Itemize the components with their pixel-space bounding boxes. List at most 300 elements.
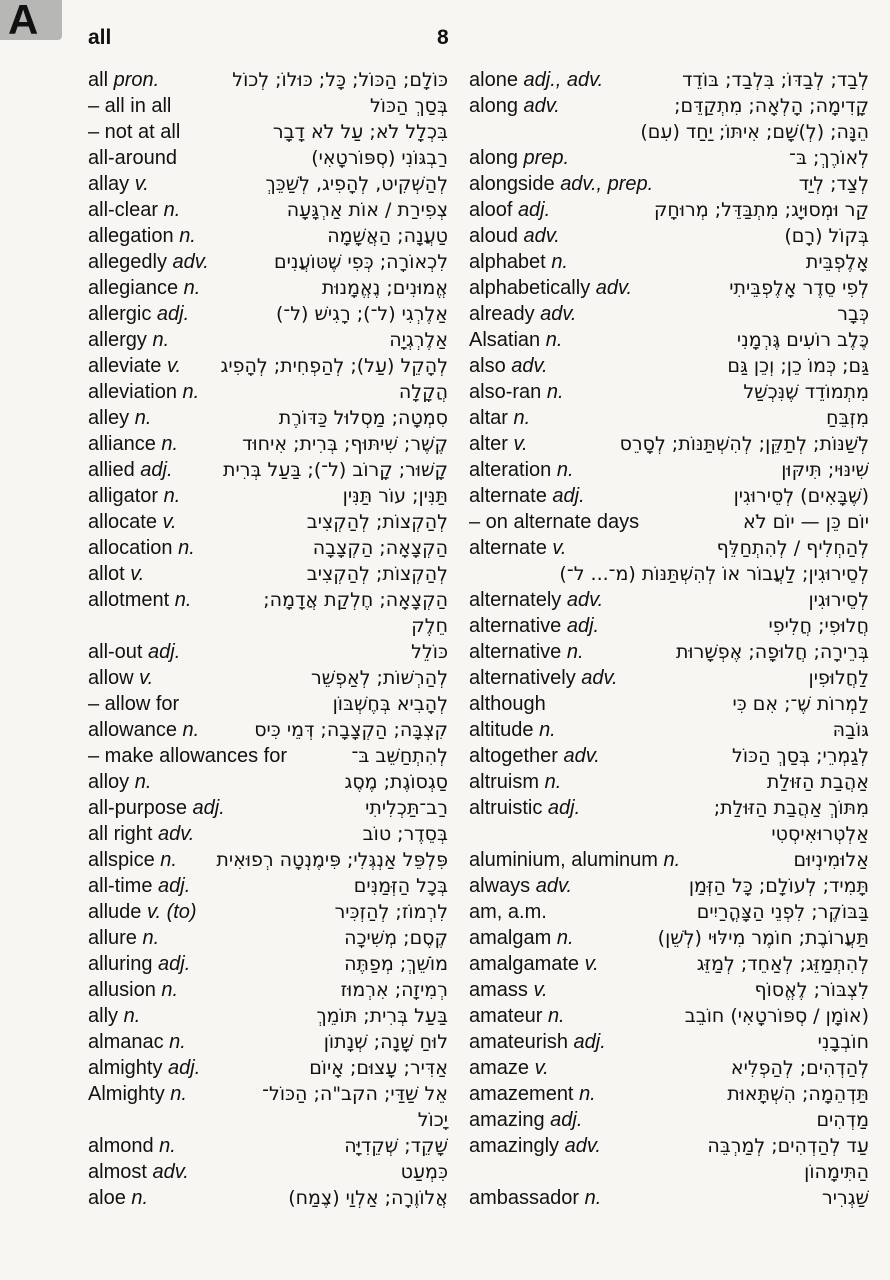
hebrew-translation: יָכוֹל [417, 1109, 448, 1131]
entry-english [88, 457, 173, 483]
hebrew-translation: רַב־תַּכְלִיתִי [365, 797, 448, 819]
entry-row [469, 743, 869, 769]
hebrew-translation: פִּלְפֵּל אַנְגְּלִי; פִּימֶנְטָה רְפוּאִית [216, 849, 448, 871]
entry-english [469, 587, 603, 613]
part-of-speech: v. [134, 173, 149, 195]
part-of-speech: adj. [550, 1109, 583, 1131]
entry-row [469, 665, 869, 691]
entry-english [88, 821, 194, 847]
entry-row [469, 483, 869, 509]
headword: alley [88, 407, 130, 429]
entry-english [88, 249, 209, 275]
headword: allocate [88, 511, 157, 533]
part-of-speech: n. [178, 537, 195, 559]
part-of-speech: n. [513, 407, 531, 429]
part-of-speech: n. [183, 277, 201, 299]
part-of-speech: v. [162, 511, 177, 533]
headword: alphabet [469, 251, 546, 273]
part-of-speech: adj. [547, 797, 581, 819]
headword: although [469, 693, 546, 715]
headword: also [469, 355, 506, 377]
entry-row [469, 1055, 869, 1081]
entry-row [88, 847, 448, 873]
headword: – make allowances for [88, 745, 287, 767]
hebrew-translation: אַלֶרְגְיָה [389, 329, 448, 351]
headword: allied [88, 459, 135, 481]
entry-row [469, 457, 869, 483]
hebrew-translation: קֶסֶם; מְשִׁיכָה [344, 927, 448, 949]
entry-english [88, 873, 190, 899]
headword: amateur [469, 1005, 543, 1027]
entry-row [88, 431, 448, 457]
part-of-speech: n. [163, 199, 181, 221]
headword: altruistic [469, 797, 543, 819]
entry-row [88, 613, 448, 639]
hebrew-translation: לִרְמוֹז; לְהַזְכִּיר [334, 901, 448, 923]
part-of-speech: v. [533, 979, 548, 1001]
headword: alphabetically [469, 277, 591, 299]
hebrew-translation: סִמְטָה; מַסְלוּל כַּדּוֹרֶת [278, 407, 448, 429]
hebrew-translation: גַּם; כְּמוֹ כֵן; וְכֵן גַּם [727, 355, 869, 377]
entry-english [469, 1133, 601, 1159]
entry-english [88, 353, 181, 379]
entry-english [88, 1133, 176, 1159]
hebrew-translation: אָלֶפְבֵּית [805, 251, 869, 273]
hebrew-translation: בְּקוֹל (רָם) [784, 225, 869, 247]
entry-english [469, 197, 550, 223]
entry-row [88, 1185, 448, 1211]
entry-english [469, 1185, 601, 1211]
headword: alteration [469, 459, 552, 481]
hebrew-translation: עַד לְהַדְהִים; לְמַרְבֵּה [707, 1135, 869, 1157]
entry-english [88, 405, 151, 431]
entry-row [469, 509, 869, 535]
hebrew-translation: לְסֵירוּגִין [808, 589, 869, 611]
entry-english [469, 1081, 596, 1107]
entry-english [469, 509, 639, 535]
hebrew-translation: לְצַד; לְיַד [798, 173, 869, 195]
headword: all right [88, 823, 153, 845]
part-of-speech: v. [130, 563, 145, 585]
hebrew-translation: מִתּוֹךְ אַהֲבַת הַזּוּלַת; [713, 797, 869, 819]
hebrew-translation: חוֹבְבָנִי [817, 1031, 869, 1053]
hebrew-translation: הַתִּימָהוֹן [804, 1161, 869, 1183]
hebrew-translation: רְמִיזָה; אִרְמוּז [340, 979, 448, 1001]
hebrew-translation: הַקְצָאָה; חֶלְקַת אֲדָמָה; [263, 589, 448, 611]
entry-row [88, 951, 448, 977]
part-of-speech: v. [534, 1057, 549, 1079]
headword: Alsatian [469, 329, 541, 351]
part-of-speech: adv. [511, 355, 548, 377]
part-of-speech: adv. [595, 277, 633, 299]
entry-row [469, 145, 869, 171]
part-of-speech: adj. [517, 199, 551, 221]
entry-row [88, 1107, 448, 1133]
entry-english [469, 93, 560, 119]
entry-english [469, 769, 561, 795]
hebrew-translation: אַלֶרְגִי (ל־); רָגִישׁ (ל־) [275, 303, 448, 325]
entry-english [469, 1003, 565, 1029]
part-of-speech: n. [545, 329, 563, 351]
headword: alternate [469, 485, 547, 507]
entry-row [88, 119, 448, 145]
entry-english [88, 197, 180, 223]
headword: allusion [88, 979, 156, 1001]
part-of-speech: n. [163, 485, 181, 507]
entry-english [88, 1185, 148, 1211]
headword: alongside [469, 173, 555, 195]
part-of-speech: n. [134, 407, 152, 429]
letter-tab-label: A [8, 0, 39, 43]
entry-row [469, 275, 869, 301]
headword: allegedly [88, 251, 167, 273]
headword: alternate [469, 537, 547, 559]
headword: all-out [88, 641, 143, 663]
headword: Almighty [88, 1083, 165, 1105]
entry-row [88, 561, 448, 587]
part-of-speech: n. [556, 927, 574, 949]
hebrew-translation: לְאוֹרֶךְ; בּ־ [789, 147, 869, 169]
headword: aluminium, aluminum [469, 849, 658, 871]
part-of-speech: adv., prep. [560, 173, 654, 195]
headword: along [469, 147, 518, 169]
headword: always [469, 875, 531, 897]
entry-row [88, 223, 448, 249]
hebrew-translation: לְפִי סֵדֶר אָלֶפְבֵּיתִי [729, 277, 869, 299]
part-of-speech: n. [182, 381, 200, 403]
entry-row [88, 665, 448, 691]
part-of-speech: adv. [566, 589, 604, 611]
part-of-speech: n. [161, 979, 179, 1001]
hebrew-translation: לְשַׁנּוֹת; לְתַקֵּן; לְהִשְׁתַּנּוֹת; לְסָרֵס [619, 433, 869, 455]
part-of-speech: prep. [523, 147, 570, 169]
entry-english [469, 951, 599, 977]
headword: amazingly [469, 1135, 560, 1157]
part-of-speech: adj. [552, 485, 585, 507]
entry-row [88, 795, 448, 821]
entry-row [469, 301, 869, 327]
entry-row [469, 821, 869, 847]
entry-row [88, 717, 448, 743]
hebrew-translation: שַׁגְרִיר [822, 1187, 869, 1209]
entry-english [88, 795, 225, 821]
part-of-speech: adj. [168, 1057, 201, 1079]
hebrew-translation: לְגַמְרֵי; בְּסַךְ הַכּוֹל [732, 745, 869, 767]
entry-row [469, 1133, 869, 1159]
hebrew-translation: בְּסַךְ הַכּוֹל [370, 95, 448, 117]
entry-row [88, 93, 448, 119]
entry-row [469, 1159, 869, 1185]
entry-row [469, 613, 869, 639]
hebrew-translation: כִּמְעַט [400, 1161, 448, 1183]
part-of-speech: adj. [566, 615, 600, 637]
right-column [469, 67, 869, 1211]
part-of-speech: adv. [523, 95, 560, 117]
entry-english [469, 795, 580, 821]
part-of-speech: n. [159, 1135, 176, 1157]
entry-row [88, 1159, 448, 1185]
entry-row [469, 795, 869, 821]
entry-english [88, 1029, 186, 1055]
part-of-speech: n. [179, 225, 196, 247]
part-of-speech: adv. [523, 225, 560, 247]
entry-english [88, 639, 180, 665]
headword: allotment [88, 589, 170, 611]
part-of-speech: n. [134, 771, 152, 793]
headword: all-purpose [88, 797, 187, 819]
headword: almost [88, 1161, 147, 1183]
hebrew-translation: לְהַדְהִים; לְהַפְלִיא [730, 1057, 869, 1079]
entry-english [469, 301, 577, 327]
part-of-speech: n. [547, 1005, 565, 1027]
hebrew-translation: קֶשֶׁר; שִׁיתּוּף; בְּרִית; אִיחוּד [242, 433, 448, 455]
hebrew-translation: לְהַרְשׁוֹת; לְאַפְשֵׁר [310, 667, 448, 689]
part-of-speech: adj. [192, 797, 225, 819]
headword: already [469, 303, 535, 325]
hebrew-translation: הַקְצָאָה; הַקְצָבָה [312, 537, 448, 559]
headword: ambassador [469, 1187, 580, 1209]
headword: allspice [88, 849, 155, 871]
hebrew-translation: כּוֹלָם; הַכּוֹל; כָּל; כּוּלוֹ; לְכוֹל [232, 69, 448, 91]
headword: almanac [88, 1031, 164, 1053]
entry-row [88, 691, 448, 717]
entry-english [469, 743, 600, 769]
entry-english [469, 275, 632, 301]
part-of-speech: n. [539, 719, 556, 741]
hebrew-translation: מִתְמוֹדֵד שֶׁנִּכְשַׁל [743, 381, 869, 403]
entry-english [88, 93, 171, 119]
part-of-speech: n. [544, 771, 562, 793]
entry-english [88, 925, 159, 951]
part-of-speech: pron. [113, 69, 160, 91]
part-of-speech: adv. [563, 745, 600, 767]
headword: alluring [88, 953, 153, 975]
part-of-speech: adj. [156, 303, 190, 325]
entry-row [469, 379, 869, 405]
hebrew-translation: בִּכְלָל לֹא; עַל לֹא דָבָר [272, 121, 448, 143]
entry-english [88, 275, 200, 301]
entry-english [469, 327, 562, 353]
entry-english [88, 665, 153, 691]
hebrew-translation: לְהַחְלִיף / לְהִתְחַלֵּף [716, 537, 869, 559]
entry-english [88, 1055, 200, 1081]
entry-english [88, 509, 177, 535]
hebrew-translation: מַדְהִים [816, 1109, 869, 1131]
entry-row [469, 951, 869, 977]
entry-english [469, 171, 653, 197]
hebrew-translation: לִצְבּוֹר; לֶאֱסוֹף [754, 979, 869, 1001]
headword: allergy [88, 329, 147, 351]
hebrew-translation: לְהָקֵל (עַל); לְהַפְחִית; לְהָפִיג [220, 355, 448, 377]
entry-row [469, 223, 869, 249]
entry-row [88, 535, 448, 561]
hebrew-translation: חֲלוּפִי; חֲלִיפִי [768, 615, 869, 637]
entry-english [88, 1003, 140, 1029]
headword: alternatively [469, 667, 576, 689]
hebrew-translation: יוֹם כֵּן — יוֹם לֹא [743, 511, 869, 533]
entry-row [469, 119, 869, 145]
headword: aloe [88, 1187, 126, 1209]
entry-english [469, 535, 566, 561]
entry-row [469, 977, 869, 1003]
hebrew-translation: תַּדְהֵמָה; הִשְׁתָּאוּת [727, 1083, 869, 1105]
entry-row [88, 743, 448, 769]
entry-english [88, 769, 151, 795]
headword: am, a.m. [469, 901, 547, 923]
hebrew-translation: קַר וּמְסוּיָג; מִתְבַּדֵּל; מְרוּחָק [653, 199, 869, 221]
part-of-speech: n. [170, 1083, 187, 1105]
headword: allot [88, 563, 125, 585]
headword: altitude [469, 719, 534, 741]
headword: along [469, 95, 518, 117]
entry-row [88, 327, 448, 353]
hebrew-translation: כֶּלֶב רוֹעִים גֶּרְמָנִי [736, 329, 869, 351]
entry-english [469, 717, 556, 743]
entry-english [469, 379, 564, 405]
entry-row [469, 93, 869, 119]
part-of-speech: adv. [581, 667, 618, 689]
entry-row [469, 327, 869, 353]
hebrew-translation: קָדִימָה; הָלְאָה; מִתְקַדֵּם; [674, 95, 869, 117]
entry-row [88, 275, 448, 301]
part-of-speech: v. [552, 537, 567, 559]
hebrew-translation: (אוֹמָן / סְפּוֹרטָאִי) חוֹבֵב [684, 1005, 869, 1027]
entry-row [88, 587, 448, 613]
hebrew-translation: לְהַשְׁקִיט, לְהָפִיג, לְשַׁכֵּךְ [265, 173, 448, 195]
headword: all-clear [88, 199, 159, 221]
entry-row [469, 639, 869, 665]
entry-row [469, 691, 869, 717]
headword: alternative [469, 615, 562, 637]
part-of-speech: adv. [172, 251, 209, 273]
entry-row [88, 769, 448, 795]
part-of-speech: n. [169, 1031, 186, 1053]
hebrew-translation: לִכְאוֹרָה; כְּפִי שֶׁטּוֹעֲנִים [273, 251, 448, 273]
entry-row [88, 639, 448, 665]
headword: altogether [469, 745, 558, 767]
headword: also-ran [469, 381, 542, 403]
entry-english [88, 899, 197, 925]
part-of-speech: n. [160, 849, 177, 871]
part-of-speech: adj. [148, 641, 181, 663]
headword: – on alternate days [469, 511, 640, 533]
hebrew-translation: בְּרֵירָה; חֲלוּפָה; אֶפְשָׁרוּת [675, 641, 869, 663]
entry-row [469, 171, 869, 197]
headword: aloud [469, 225, 518, 247]
entry-english [469, 145, 569, 171]
hebrew-translation: חֵלֶק [411, 615, 448, 637]
entry-english [469, 691, 546, 717]
hebrew-translation: רַבְגּוֹנִי (סְפּוֹרטָאִי) [311, 147, 448, 169]
hebrew-translation: צְפִירַת / אוֹת אַרְגָּעָה [286, 199, 448, 221]
entry-row [88, 301, 448, 327]
entry-row [469, 717, 869, 743]
headword: amazing [469, 1109, 545, 1131]
hebrew-translation: כּוֹלֵל [411, 641, 448, 663]
guide-word: all [88, 26, 112, 49]
entry-row [88, 457, 448, 483]
entry-row [469, 405, 869, 431]
part-of-speech: v. [513, 433, 528, 455]
headword: alternative [469, 641, 562, 663]
hebrew-translation: בַּעַל בְּרִית; תּוֹמֵךְ [316, 1005, 448, 1027]
headword: amaze [469, 1057, 530, 1079]
hebrew-translation: לְהַקְצוֹת; לְהַקְצִיב [306, 511, 448, 533]
hebrew-translation: קִצְבָּה; הַקְצָבָה; דְּמֵי כִּיס [254, 719, 448, 741]
hebrew-translation: לְהִתְמַזֵּג; לְאַחֵד; לְמַזֵּג [696, 953, 869, 975]
part-of-speech: n. [182, 719, 200, 741]
headword: aloof [469, 199, 513, 221]
hebrew-translation: לְסֵירוּגִין; לַעֲבוֹר אוֹ לְהִשְׁתַּנּוֹת (מ־... ל־) [559, 563, 869, 585]
entry-english [469, 613, 599, 639]
entry-english [469, 249, 568, 275]
entry-english [88, 743, 287, 769]
part-of-speech: n. [551, 251, 568, 273]
headword: ally [88, 1005, 119, 1027]
hebrew-translation: לְהָבִיא בְּחֶשְׁבּוֹן [332, 693, 448, 715]
headword: amalgam [469, 927, 552, 949]
entry-row [88, 1029, 448, 1055]
headword: allure [88, 927, 137, 949]
headword: allow [88, 667, 134, 689]
entry-english [88, 145, 177, 171]
entry-row [469, 873, 869, 899]
part-of-speech: n. [579, 1083, 596, 1105]
entry-row [88, 1055, 448, 1081]
entry-english [88, 535, 195, 561]
part-of-speech: n. [566, 641, 584, 663]
headword: – not at all [88, 121, 181, 143]
headword: alleviation [88, 381, 177, 403]
headword: alligator [88, 485, 159, 507]
entry-row [469, 1003, 869, 1029]
headword: amalgamate [469, 953, 580, 975]
entry-row [88, 405, 448, 431]
part-of-speech: adv. [158, 823, 195, 845]
hebrew-translation: לַחֲלוּפִין [808, 667, 869, 689]
hebrew-translation: אַלְטְרוּאִיסְטִי [771, 823, 869, 845]
entry-row [88, 899, 448, 925]
entry-row [469, 587, 869, 613]
entry-english [469, 639, 584, 665]
entry-english [469, 457, 574, 483]
part-of-speech: n. [584, 1187, 602, 1209]
entry-row [469, 847, 869, 873]
entry-english [469, 899, 547, 925]
part-of-speech: adj. [140, 459, 173, 481]
entry-row [469, 925, 869, 951]
headword: altruism [469, 771, 540, 793]
entry-english [469, 1107, 582, 1133]
entry-english [469, 223, 560, 249]
hebrew-translation: קָשׁוּר; קָרוֹב (ל־); בַּעַל בְּרִית [223, 459, 448, 481]
entry-english [88, 561, 144, 587]
entry-english [88, 327, 169, 353]
hebrew-translation: אַלוּמִינְיוּם [793, 849, 869, 871]
entry-english [88, 67, 159, 93]
entry-row [469, 1107, 869, 1133]
entry-english [88, 717, 199, 743]
entry-english [469, 847, 680, 873]
part-of-speech: adv. [540, 303, 577, 325]
part-of-speech: n. [123, 1005, 141, 1027]
hebrew-translation: אַהֲבַת הַזּוּלַת [766, 771, 869, 793]
headword: allude [88, 901, 142, 923]
entry-english [88, 171, 149, 197]
entry-row [88, 145, 448, 171]
entry-row [469, 535, 869, 561]
entry-english [88, 379, 199, 405]
